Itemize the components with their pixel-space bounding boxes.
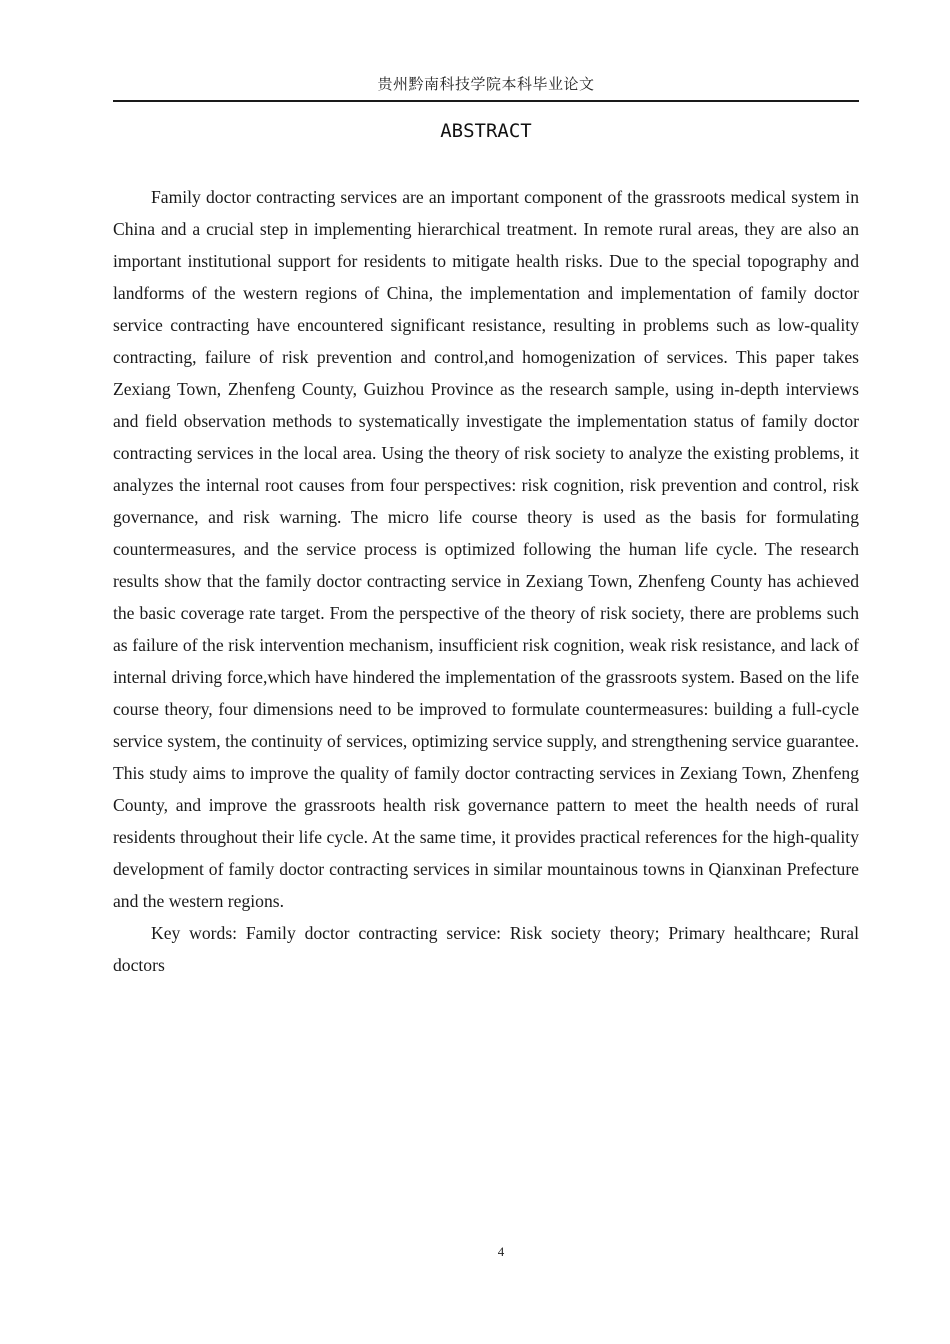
running-header: 贵州黔南科技学院本科毕业论文 — [377, 77, 595, 93]
abstract-paragraph: Family doctor contracting services are an important component of the grassroots medical system in China and a crucial step in implementing hierarchical treatment. In remote rural areas, they are also an important institutional support for residents to mitigate health risks. Due to the special topography and landforms of the western regions of China, the implementation and implementation of family doctor service contracting have encountered significant resistance, resulting in problems such as low-quality contracting, failure of risk prevention and control,and homogenization of services. This paper takes Zexiang Town, Zhenfeng County, Guizhou Province as the research sample, using in-depth interviews and field observation methods to systematically investigate the implementation status of family doctor contracting services in the local area. Using the theory of risk society to analyze the existing problems, it analyzes the internal root causes from four perspectives: risk cognition, risk prevention and control, risk governance, and risk warning. The micro life course theory is used as the basis for formulating countermeasures, and the service process is optimized following the human life cycle. The research results show that the family doctor contracting service in Zexiang Town, Zhenfeng County has achieved the basic coverage rate target. From the perspective of the theory of risk society, there are problems such as failure of the risk intervention mechanism, insufficient risk cognition, weak risk resistance, and lack of internal driving force,which have hindered the implementation of the grassroots system. Based on the life course theory, four dimensions need to be improved to formulate countermeasures: building a full-cycle service system, the continuity of services, optimizing service supply, and strengthening service guarantee. This study aims to improve the quality of family doctor contracting services in Zexiang Town, Zhenfeng County, and improve the grassroots health risk governance pattern to meet the health needs of rural residents throughout their life cycle. At the same time, it provides practical references for the high-quality development of family doctor contracting services in similar mountainous towns in Qianxinan Prefecture and the western regions. — [113, 187, 859, 911]
abstract-body — [113, 181, 859, 981]
header-rule — [113, 100, 859, 102]
keywords-paragraph: Key words: Family doctor contracting service: Risk society theory; Primary healthcare; Rural doctors — [113, 923, 859, 975]
page-title: ABSTRACT — [440, 120, 532, 142]
page-number: 4 — [497, 1244, 505, 1259]
